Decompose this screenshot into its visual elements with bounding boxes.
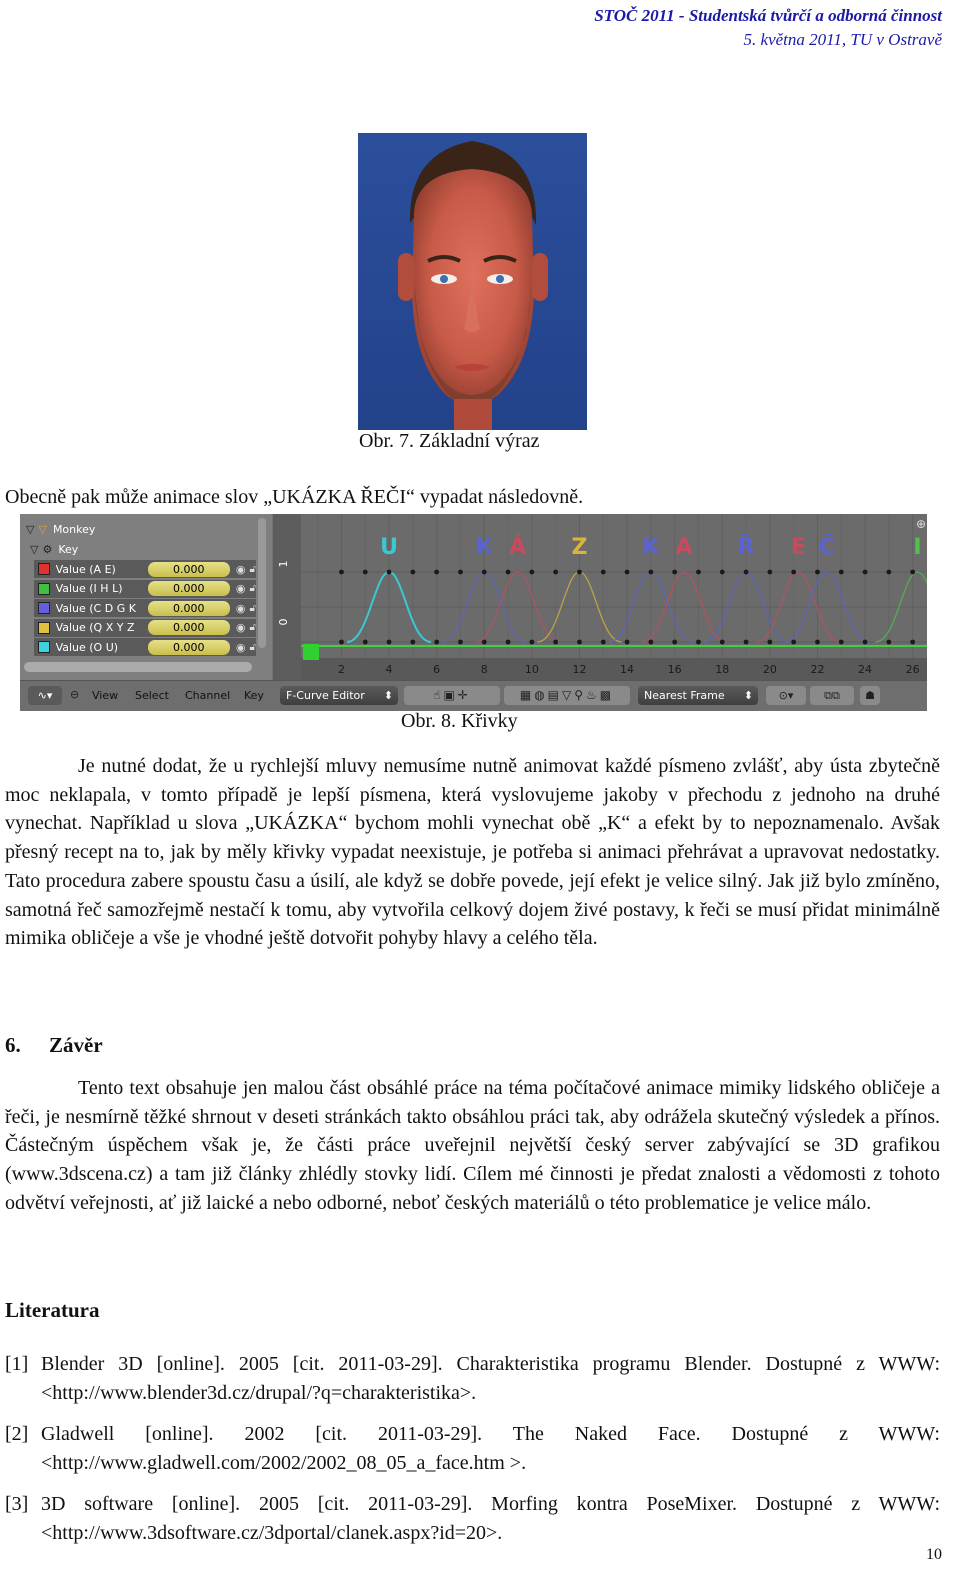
channel-color-checkbox[interactable] bbox=[38, 641, 50, 653]
marker-letter: I bbox=[913, 535, 922, 560]
keyframe-point bbox=[625, 570, 630, 575]
add-region-icon: ⊕ bbox=[916, 517, 927, 531]
face-render-image bbox=[358, 133, 587, 430]
keyframe-point bbox=[339, 640, 344, 645]
body-paragraph-1: Je nutné dodat, že u rychlejší mluvy nemusíme nutně animovat každé písmeno zvlášť, aby ústa zbytečně moc neklapala, v tomto případě je lepší písmena, která vyslovujeme jakoby v přechodu z jednoho na druhé vynechat. Například u slova „UKÁZKA“ bychom mohli vynechat obě „K“ a efekt by to nepoznamenalo. Avšak přesný recept na to, jak by měly křivky vypadat neexistuje, je potřeba si animaci přehrávat a upravovat nedostatky. Tato procedura zabere spoustu času a úsilí, ale když se dobře povede, její efekt je velice silný. Jak již bylo zmíněno, samotná řeč samozřejmě nestačí k tomu, aby vytvořila celkový dojem živé postavy, k řeči se musí přidat minimálně mimika obličeje a vše je vhodné ještě dotvořit pohyby hlavy a celého těla. bbox=[5, 755, 940, 950]
channel-value-field[interactable]: 0.000 bbox=[148, 562, 230, 577]
keyframe-point bbox=[601, 640, 606, 645]
channel-color-checkbox[interactable] bbox=[38, 583, 50, 595]
editor-mode-dropdown[interactable] bbox=[280, 686, 398, 705]
fcurve-editor-screenshot bbox=[20, 514, 927, 710]
keyframe-point bbox=[387, 640, 392, 645]
figure-8-caption: Obr. 8. Křivky bbox=[401, 710, 518, 732]
channel-label: Value (Q X Y Z bbox=[55, 621, 135, 635]
x-tick-label: 14 bbox=[620, 663, 635, 676]
lock-icon[interactable]: 🔓︎ bbox=[249, 563, 256, 575]
fcurve-graph[interactable] bbox=[273, 514, 927, 680]
visibility-eye-icon[interactable]: ◉ bbox=[235, 562, 246, 576]
keyframe-point bbox=[648, 640, 653, 645]
channel-key-label: Key bbox=[58, 542, 79, 556]
expand-triangle-icon[interactable]: ▽ bbox=[26, 522, 35, 536]
dropdown-arrow-icon: ⬍ bbox=[743, 689, 753, 702]
keyframe-point bbox=[720, 570, 725, 575]
display-toggle-icons[interactable]: ☝▣✛ bbox=[404, 686, 500, 705]
header-date: 5. května 2011, TU v Ostravě bbox=[743, 30, 942, 49]
channel-value-field[interactable]: 0.000 bbox=[148, 640, 230, 655]
keyframe-point bbox=[791, 640, 796, 645]
visibility-eye-icon[interactable]: ◉ bbox=[235, 640, 246, 654]
keyframe-point bbox=[863, 570, 868, 575]
keyframe-point bbox=[577, 640, 582, 645]
keyframe-point bbox=[625, 640, 630, 645]
marker-letter: Č bbox=[818, 535, 836, 560]
channel-value-field[interactable]: 0.000 bbox=[148, 581, 230, 596]
keyframe-point bbox=[815, 570, 820, 575]
editor-header-toolbar bbox=[20, 680, 927, 711]
visibility-eye-icon[interactable]: ◉ bbox=[235, 601, 246, 615]
section-heading-conclusion bbox=[5, 1033, 103, 1058]
keyframe-point bbox=[815, 640, 820, 645]
marker-letter: Á bbox=[509, 535, 527, 560]
channel-color-checkbox[interactable] bbox=[38, 602, 50, 614]
x-tick-label: 20 bbox=[762, 663, 777, 676]
marker-letter: A bbox=[675, 535, 693, 560]
intro-sentence: Obecně pak může animace slov „UKÁZKA ŘEČI“ vypadat následovně. bbox=[5, 486, 584, 508]
current-frame-indicator bbox=[303, 644, 319, 660]
channel-key-row[interactable] bbox=[30, 540, 78, 558]
channel-vscrollbar[interactable] bbox=[258, 518, 266, 648]
keyframe-point bbox=[363, 570, 368, 575]
keyframe-point bbox=[791, 570, 796, 575]
lock-icon[interactable]: 🔓︎ bbox=[249, 583, 256, 595]
keyframe-point bbox=[696, 640, 701, 645]
keyframe-point bbox=[839, 640, 844, 645]
channel-value-field[interactable]: 0.000 bbox=[148, 620, 230, 635]
reference-2 bbox=[5, 1420, 940, 1477]
reference-text: Blender 3D [online]. 2005 [cit. 2011-03-29]. Charakteristika programu Blender. Dostupné z WWW: <http://www.blender3d.cz/drupal/?q=charakteristika>. bbox=[41, 1353, 940, 1404]
keyframe-point bbox=[767, 640, 772, 645]
keyframe-point bbox=[672, 570, 677, 575]
marker-letter: Z bbox=[571, 535, 588, 560]
x-tick-label: 18 bbox=[715, 663, 730, 676]
ghost-curve-icon[interactable]: ☗ bbox=[860, 686, 880, 705]
marker-letter: Ř bbox=[737, 535, 755, 560]
reference-text: 3D software [online]. 2005 [cit. 2011-03-29]. Morfing kontra PoseMixer. Dostupné z WWW: <http://www.3dsoftware.cz/3dportal/clanek.aspx?id=20>. bbox=[41, 1493, 940, 1544]
channel-label: Value (O U) bbox=[55, 640, 119, 654]
editor-type-icon[interactable]: ∿▾ bbox=[28, 686, 62, 705]
keyframe-point bbox=[863, 640, 868, 645]
keyframe-point bbox=[672, 640, 677, 645]
menu-select[interactable]: Select bbox=[135, 689, 169, 702]
lock-icon[interactable]: 🔓︎ bbox=[249, 622, 256, 634]
collapse-menu-icon[interactable]: ⊖ bbox=[70, 688, 80, 701]
keyframe-point bbox=[553, 640, 558, 645]
channel-object-label: Monkey bbox=[52, 522, 96, 536]
reference-text: Gladwell [online]. 2002 [cit. 2011-03-29]. The Naked Face. Dostupné z WWW: <http://www.gladwell.com/2002/2002_08_05_a_face.htm >. bbox=[41, 1423, 940, 1474]
pivot-point-icon[interactable]: ⊙▾ bbox=[766, 686, 806, 705]
channel-list bbox=[20, 514, 272, 680]
visibility-eye-icon[interactable]: ◉ bbox=[235, 621, 246, 635]
keyframe-point bbox=[506, 640, 511, 645]
reference-number: [2] bbox=[5, 1423, 29, 1445]
channel-label: Value (A E) bbox=[55, 562, 116, 576]
keyframe-point bbox=[744, 570, 749, 575]
keyframe-point bbox=[458, 640, 463, 645]
marker-letter: E bbox=[790, 535, 806, 560]
y-label-0: 0 bbox=[277, 618, 290, 626]
menu-view[interactable]: View bbox=[92, 689, 119, 702]
keyframe-point bbox=[839, 570, 844, 575]
keyframe-point bbox=[910, 570, 915, 575]
keyframe-point bbox=[339, 570, 344, 575]
keyframe-point bbox=[601, 570, 606, 575]
channel-label: Value (I H L) bbox=[55, 582, 123, 596]
dropdown-arrow-icon: ⬍ bbox=[383, 689, 393, 702]
keyframe-point bbox=[434, 640, 439, 645]
lock-icon[interactable]: 🔓︎ bbox=[249, 602, 256, 614]
x-tick-label: 8 bbox=[480, 663, 488, 676]
page-number: 10 bbox=[926, 1546, 942, 1563]
menu-channel[interactable]: Channel bbox=[185, 689, 231, 702]
x-tick-label: 16 bbox=[667, 663, 682, 676]
keyframe-point bbox=[720, 640, 725, 645]
running-header bbox=[594, 4, 942, 52]
object-icon: ▽ bbox=[38, 522, 47, 536]
keyframe-point bbox=[529, 640, 534, 645]
expand-triangle-icon[interactable]: ▽ bbox=[30, 542, 39, 556]
x-tick-label: 12 bbox=[572, 663, 587, 676]
channel-label: Value (C D G K bbox=[55, 601, 136, 615]
body-paragraph-2: Tento text obsahuje jen malou část obsáhlé práce na téma počítačové animace mimiky lidského obličeje a řeči, je nesmírně těžké shrnout v deseti stránkách takto obsáhlou práci tak, aby odrážela skutečný výsledek a přínos. Částečným úspěchem však je, že části práce uveřejnil největší český server zabývající se 3D grafikou (www.3dscena.cz) a tam již články zhlédly stovky lidí. Cílem mé činnosti je předat znalosti a vědomosti z tohoto odvětví veřejnosti, ať již laické a nebo odborné, neboť českých materiálů o této problematice je velice málo. bbox=[5, 1077, 940, 1214]
figure-7-caption: Obr. 7. Základní výraz bbox=[359, 430, 540, 452]
keyframe-point bbox=[434, 570, 439, 575]
keyframe-point bbox=[886, 640, 891, 645]
marker-letter: U bbox=[380, 535, 398, 560]
channel-color-checkbox[interactable] bbox=[38, 563, 50, 575]
keyframe-point bbox=[696, 570, 701, 575]
fcurve-channel-row[interactable] bbox=[34, 580, 256, 598]
keyframe-point bbox=[577, 570, 582, 575]
x-tick-label: 6 bbox=[433, 663, 441, 676]
channel-color-checkbox[interactable] bbox=[38, 622, 50, 634]
x-tick-label: 10 bbox=[524, 663, 539, 676]
fcurve-channel-row[interactable] bbox=[34, 638, 256, 656]
x-tick-label: 26 bbox=[905, 663, 920, 676]
auto-snap-label: Nearest Frame bbox=[644, 689, 725, 702]
channel-object-row[interactable] bbox=[26, 520, 95, 538]
channel-value-field[interactable]: 0.000 bbox=[148, 601, 230, 616]
fcurve-channel-row[interactable] bbox=[34, 560, 256, 578]
filter-toggle-icons[interactable]: ▦◍▤▽⚲♨▩ bbox=[504, 686, 630, 705]
fcurve-channel-row[interactable] bbox=[34, 619, 256, 637]
editor-mode-label: F-Curve Editor bbox=[286, 689, 365, 702]
keyframe-point bbox=[744, 640, 749, 645]
channel-scrollbar[interactable] bbox=[24, 662, 252, 672]
shapekey-icon: ⚙ bbox=[42, 542, 53, 556]
header-title: STOČ 2011 - Studentská tvůrčí a odborná činnost bbox=[594, 6, 942, 25]
keyframe-point bbox=[529, 570, 534, 575]
keyframe-point bbox=[553, 570, 558, 575]
keyframe-point bbox=[767, 570, 772, 575]
keyframe-point bbox=[482, 640, 487, 645]
auto-snap-dropdown[interactable] bbox=[638, 686, 758, 705]
keyframe-point bbox=[363, 640, 368, 645]
visibility-eye-icon[interactable]: ◉ bbox=[235, 582, 246, 596]
reference-3 bbox=[5, 1490, 940, 1547]
x-tick-label: 4 bbox=[385, 663, 393, 676]
keyframe-point bbox=[410, 570, 415, 575]
fcurve-channel-row[interactable] bbox=[34, 599, 256, 617]
keyframe-point bbox=[506, 570, 511, 575]
x-tick-label: 22 bbox=[810, 663, 825, 676]
menu-key[interactable]: Key bbox=[244, 689, 264, 702]
marker-letter: K bbox=[475, 535, 493, 560]
reference-number: [1] bbox=[5, 1353, 29, 1375]
keyframe-point bbox=[482, 570, 487, 575]
keyframe-point bbox=[886, 570, 891, 575]
y-label-1: 1 bbox=[277, 560, 290, 568]
keyframe-point bbox=[387, 570, 392, 575]
marker-letter: K bbox=[642, 535, 660, 560]
section-number: 6. bbox=[5, 1033, 21, 1057]
reference-1 bbox=[5, 1350, 940, 1407]
copy-paste-icons[interactable]: ⧉⧉ bbox=[810, 686, 854, 705]
keyframe-point bbox=[410, 640, 415, 645]
section-title: Závěr bbox=[49, 1033, 103, 1057]
literature-heading: Literatura bbox=[5, 1298, 100, 1322]
keyframe-point bbox=[458, 570, 463, 575]
keyframe-point bbox=[648, 570, 653, 575]
x-tick-label: 2 bbox=[337, 663, 345, 676]
keyframe-point bbox=[910, 640, 915, 645]
lock-icon[interactable]: 🔓︎ bbox=[249, 641, 256, 653]
x-tick-label: 24 bbox=[858, 663, 873, 676]
reference-number: [3] bbox=[5, 1493, 29, 1515]
